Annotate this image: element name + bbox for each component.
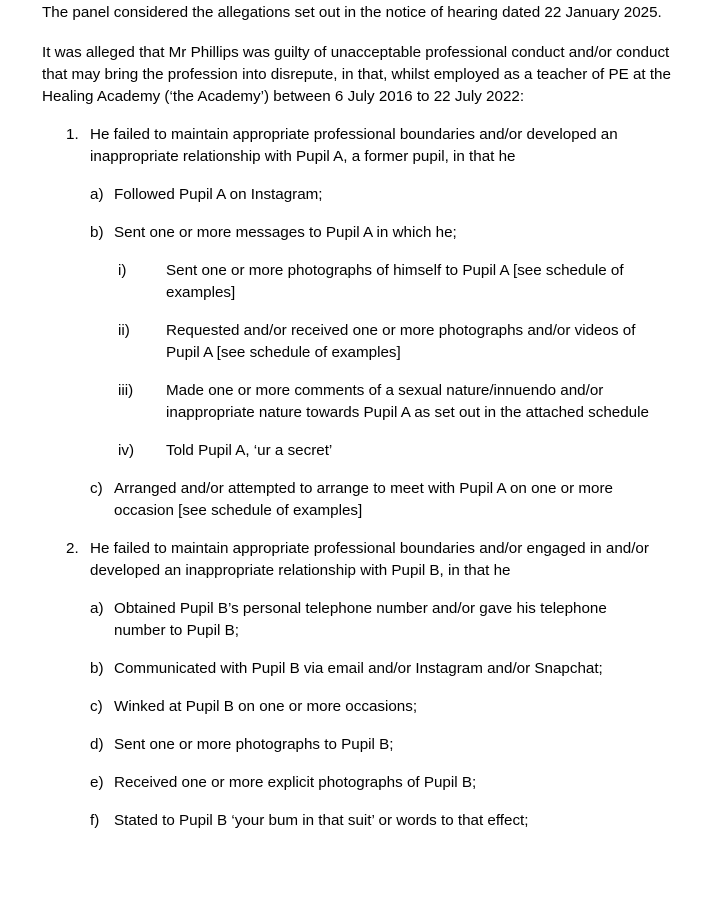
item-text: Received one or more explicit photographs of Pupil B; (114, 774, 477, 791)
subitem-text: Sent one or more photographs of himself to Pupil A [see schedule of examples] (166, 262, 624, 301)
subitem-numeral: i) (118, 262, 127, 279)
subitem-numeral: ii) (118, 322, 130, 339)
allegation-2-item-a (90, 598, 660, 642)
subitem-numeral: iv) (118, 442, 135, 459)
item-text: Stated to Pupil B ‘your bum in that suit’ or words to that effect; (114, 812, 529, 829)
item-text: Winked at Pupil B on one or more occasions; (114, 698, 418, 715)
allegation-2 (66, 538, 658, 582)
allegation-2-item-d (90, 734, 660, 756)
intro-paragraph-notice: The panel considered the allegations set out in the notice of hearing dated 22 January 2025. (42, 4, 662, 21)
subitem-text: Made one or more comments of a sexual nature/innuendo and/or inappropriate nature towards Pupil A as set out in the attached schedule (166, 382, 649, 421)
item-text: Sent one or more photographs to Pupil B; (114, 736, 394, 753)
item-letter: d) (90, 736, 104, 753)
item-letter: e) (90, 774, 104, 791)
item-letter: a) (90, 186, 104, 203)
allegation-text: He failed to maintain appropriate professional boundaries and/or developed an inappropriate relationship with Pupil A, a former pupil, in that he (90, 126, 618, 165)
allegation-1-item-b-sub-i (118, 260, 666, 304)
item-letter: a) (90, 600, 104, 617)
subitem-text: Told Pupil A, ‘ur a secret’ (166, 442, 333, 459)
item-letter: c) (90, 480, 103, 497)
allegation-2-item-f (90, 810, 660, 832)
allegation-text: He failed to maintain appropriate professional boundaries and/or engaged in and/or developed an inappropriate relationship with Pupil B, in that he (90, 540, 649, 579)
item-letter: b) (90, 660, 104, 677)
item-text: Followed Pupil A on Instagram; (114, 186, 323, 203)
allegation-1-item-a (90, 184, 660, 206)
item-text: Communicated with Pupil B via email and/or Instagram and/or Snapchat; (114, 660, 603, 677)
allegation-2-item-e (90, 772, 660, 794)
allegation-2-item-b (90, 658, 660, 680)
subitem-numeral: iii) (118, 382, 134, 399)
item-letter: f) (90, 812, 100, 829)
allegation-1-item-b-sub-iii (118, 380, 666, 424)
allegation-1-item-b-sub-ii (118, 320, 666, 364)
item-text: Arranged and/or attempted to arrange to meet with Pupil A on one or more occasion [see schedule of examples] (114, 480, 613, 519)
item-text: Sent one or more messages to Pupil A in which he; (114, 224, 457, 241)
allegation-1 (66, 124, 658, 168)
allegation-number: 2. (66, 540, 79, 557)
item-text: Obtained Pupil B’s personal telephone number and/or gave his telephone number to Pupil B; (114, 600, 607, 639)
intro-paragraph-allegation: It was alleged that Mr Phillips was guilty of unacceptable professional conduct and/or conduct that may bring the profession into disrepute, in that, whilst employed as a teacher of PE at the Healing Academy (‘the Academy’) between 6 July 2016 to 22 July 2022: (42, 44, 671, 105)
document-body (42, 2, 682, 832)
allegation-1-item-b (90, 222, 660, 244)
allegation-number: 1. (66, 126, 79, 143)
allegation-1-item-c (90, 478, 660, 522)
allegation-2-item-c (90, 696, 660, 718)
subitem-text: Requested and/or received one or more photographs and/or videos of Pupil A [see schedule of examples] (166, 322, 636, 361)
allegation-1-item-b-sub-iv (118, 440, 666, 462)
item-letter: c) (90, 698, 103, 715)
item-letter: b) (90, 224, 104, 241)
